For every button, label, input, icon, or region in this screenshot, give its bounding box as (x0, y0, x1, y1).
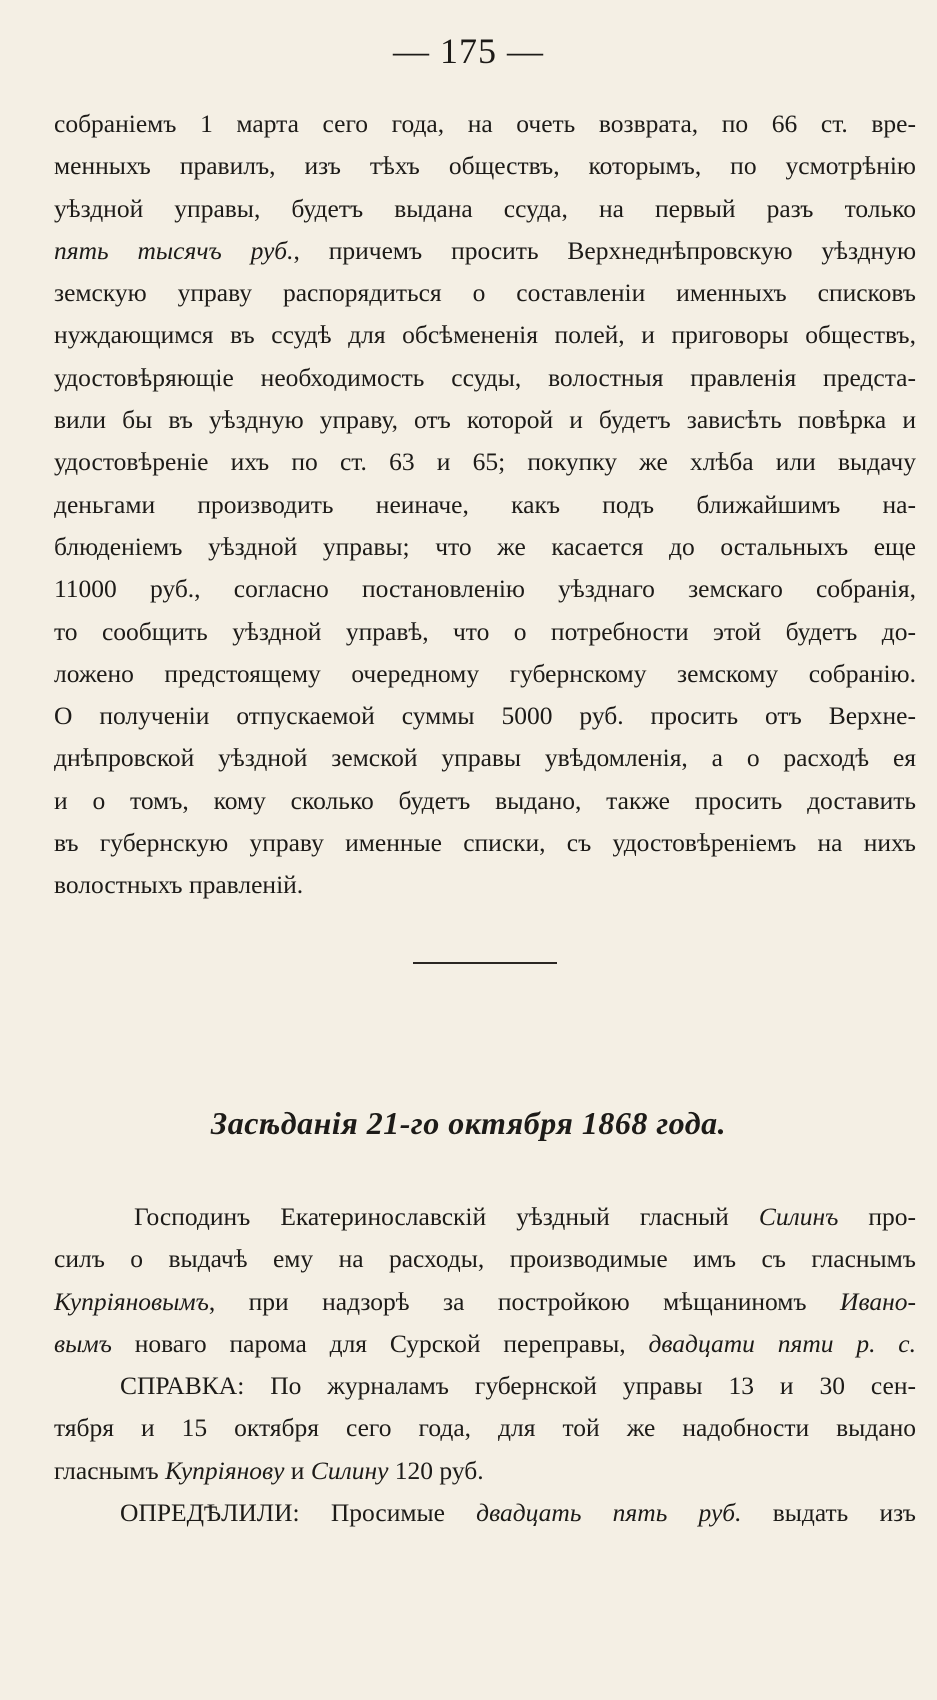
text-run: нуждающимся въ ссудѣ для обсѣмененія полей, и приговоры обществъ, (54, 320, 916, 350)
text-line (54, 272, 916, 314)
text-run: , при надзорѣ за постройкою мѣщаниномъ (208, 1286, 841, 1316)
text-line (54, 1492, 916, 1534)
paragraph-session-minutes (54, 1196, 916, 1534)
text-run: то сообщить уѣздной управѣ, что о потребности этой будетъ до- (54, 616, 916, 646)
text-run: гласнымъ (54, 1455, 166, 1485)
text-line (54, 1450, 916, 1492)
text-line (54, 568, 916, 610)
text-line (54, 441, 916, 483)
text-run: выдать изъ (741, 1498, 916, 1528)
text-line (54, 1407, 916, 1449)
text-line (54, 188, 916, 230)
text-run: въ губернскую управу именные списки, съ удостовѣреніемъ на нихъ (54, 828, 916, 858)
text-line (54, 145, 916, 187)
italic-text: двадцати пяти р. с. (648, 1328, 916, 1358)
text-line (54, 526, 916, 568)
text-run: вили бы въ уѣздную управу, отъ которой и будетъ зависѣть повѣрка и (54, 405, 916, 435)
text-run: О полученіи отпускаемой суммы 5000 руб. просить отъ Верхне- (54, 701, 916, 731)
text-line (54, 611, 916, 653)
text-run: деньгами производить неиначе, какъ подъ ближайшимъ на- (54, 489, 916, 519)
text-run: тября и 15 октября сего года, для той же надобности выдано (54, 1413, 916, 1443)
text-line (54, 1196, 916, 1238)
text-line (54, 653, 916, 695)
text-line (54, 103, 916, 145)
text-run: ложено предстоящему очередному губернскому земскому собранію. (54, 658, 916, 688)
text-run: , причемъ просить Верхнеднѣпровскую уѣздную (293, 235, 917, 265)
italic-text: Купріяновымъ (54, 1286, 209, 1316)
italic-text: вымъ (54, 1328, 112, 1358)
text-run: земскую управу распорядиться о составленіи именныхъ списковъ (54, 278, 916, 308)
text-run: Господинъ Екатеринославскій уѣздный гласный (134, 1202, 759, 1231)
text-line (54, 1323, 916, 1365)
text-run: СПРАВКА: По журналамъ губернской управы 13 и 30 сен- (120, 1371, 916, 1401)
text-run: менныхъ правилъ, изъ тѣхъ обществъ, которымъ, по усмотрѣнію (54, 151, 916, 181)
text-line (54, 399, 916, 441)
page-number: — 175 — (393, 31, 544, 71)
italic-text: Ивано- (840, 1286, 916, 1316)
text-run: про- (838, 1202, 916, 1231)
text-run: удостовѣряющіе необходимость ссуды, волостныя правленія предста- (54, 362, 916, 392)
text-run: уѣздной управы, будетъ выдана ссуда, на первый разъ только (54, 193, 916, 223)
text-run: собраніемъ 1 марта сего года, на очеть возврата, по 66 ст. вре- (54, 109, 916, 138)
text-line (54, 695, 916, 737)
text-run: и (284, 1455, 311, 1485)
italic-text: Силинъ (758, 1202, 839, 1231)
italic-text: пять тысячъ руб. (54, 235, 294, 265)
text-line (54, 780, 916, 822)
text-run: волостныхъ правленій. (54, 870, 304, 900)
italic-text: Силину (310, 1455, 389, 1485)
text-run: блюденіемъ уѣздной управы; что же касается до остальныхъ еще (54, 531, 916, 561)
text-line (54, 484, 916, 526)
text-run: удостовѣреніе ихъ по ст. 63 и 65; покупку же хлѣба или выдачу (54, 447, 916, 477)
text-run: и о томъ, кому сколько будетъ выдано, также просить доставить (54, 785, 916, 815)
text-run: днѣпровской уѣздной земской управы увѣдомленія, а о расходѣ ея (54, 743, 916, 773)
text-line (54, 822, 916, 864)
text-line (54, 864, 916, 906)
text-line (54, 314, 916, 356)
text-line (54, 230, 916, 272)
text-line (54, 1238, 916, 1280)
text-line (54, 1281, 916, 1323)
text-run: силъ о выдачѣ ему на расходы, производимые имъ съ гласнымъ (54, 1244, 916, 1274)
text-line (54, 1365, 916, 1407)
italic-text: Купріянову (165, 1455, 285, 1485)
text-line (54, 737, 916, 779)
text-run: 120 руб. (388, 1455, 484, 1485)
text-run: 11000 руб., согласно постановленію уѣзднаго земскаго собранія, (54, 574, 916, 604)
italic-text: двадцать пять руб. (476, 1498, 742, 1528)
section-divider (413, 962, 557, 964)
text-run: новаго парома для Сурской переправы, (111, 1328, 649, 1358)
paragraph-resolution-continued (54, 103, 916, 907)
session-heading: Засѣданія 21-го октября 1868 года. (210, 1105, 727, 1141)
text-line (54, 357, 916, 399)
text-run: ОПРЕДѢЛИЛИ: Просимые (120, 1498, 477, 1528)
